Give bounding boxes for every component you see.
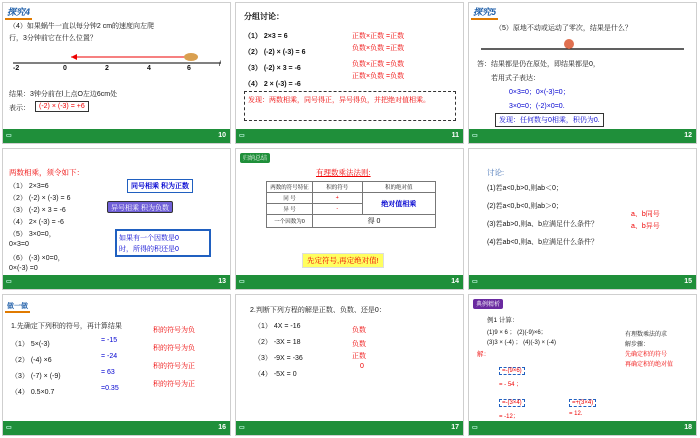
discovery-box: 发现：任何数与0相乘，积仍为0. xyxy=(495,113,604,127)
example-line-2: (3)3 × (-4) ； (4)(-3) × (-4) xyxy=(487,340,557,346)
row-3-answer: 正数 xyxy=(352,353,366,360)
slide-thumbnail-17[interactable] xyxy=(235,294,464,436)
row-3-expr: （3） (-7) × (-9) xyxy=(11,373,61,380)
slide-tag: 归纳总结 xyxy=(240,153,270,163)
row-4-expr: （4） -5X = 0 xyxy=(254,371,297,378)
row-6: 0×3=0 xyxy=(9,241,29,248)
header-product-sign: 积的符号 xyxy=(313,182,363,193)
answer-diff: a、b异号 xyxy=(631,223,660,230)
side-note-2: 解步骤： xyxy=(625,342,650,348)
row-2-answer: 负数 xyxy=(352,341,366,348)
row-4-right: 正数×负数 =负数 xyxy=(352,73,405,80)
axis-label-l: l xyxy=(219,61,221,68)
side-note-3: 先确定积的符号 xyxy=(625,352,668,358)
row-4-expr: （4） 0.5×0.7 xyxy=(11,389,55,396)
answer-text: 结果：3钟分前在l上点O左边6cm处 xyxy=(9,91,118,98)
slide-footer xyxy=(3,421,230,435)
rule-summary: 先定符号,再定绝对值! xyxy=(302,253,384,268)
slide-number: 14 xyxy=(451,278,459,285)
slide-thumbnail-14[interactable] xyxy=(235,148,464,290)
formula-box: (-2) × (-3) = +6 xyxy=(35,101,89,112)
slide-icon: ▭ xyxy=(472,425,478,431)
side-note-1: 有理数乘法的求 xyxy=(625,332,668,338)
row-1-right: 正数×正数 =正数 xyxy=(352,33,405,40)
axis-label-6: 6 xyxy=(187,65,191,72)
axis-label-2: 2 xyxy=(105,65,109,72)
row-3: (3)若ab>0,则a、b应满足什么条件？ xyxy=(487,221,599,228)
row-2: (2)若a<0,b<0,则ab＞0； xyxy=(487,203,563,210)
expression-label: 表示： xyxy=(9,105,30,112)
row-2: （2） (-2) × (-3) = 6 xyxy=(9,195,71,202)
slide-thumbnail-11[interactable] xyxy=(235,2,464,144)
row-4-left: （4） 2 × (-3) = -6 xyxy=(244,81,301,88)
slide-number: 16 xyxy=(218,424,226,431)
slide-footer xyxy=(469,275,696,289)
row-1-answer: 负数 xyxy=(352,327,366,334)
slide-title: 两数相乘，须令如下： xyxy=(9,168,84,177)
slide-number: 18 xyxy=(684,424,692,431)
slide-title: 1.先确定下列积的符号，再计算结果 xyxy=(11,323,122,330)
axis-label-0: 0 xyxy=(63,65,67,72)
slide-footer xyxy=(236,275,463,289)
row-3-left: （3） (-2) × 3 = -6 xyxy=(244,65,301,72)
slide-thumbnail-12[interactable] xyxy=(468,2,697,144)
slide-icon: ▭ xyxy=(6,425,12,431)
slide-number: 17 xyxy=(451,424,459,431)
row-3-expr: （3） -9X = -36 xyxy=(254,355,303,362)
discovery-box: 发现：两数相乘，同号得正，异号得负，并把绝对值相乘。 xyxy=(244,91,456,121)
slide-title: 2.判断下列方程的解是正数、负数、还是0： xyxy=(250,307,386,314)
answer-same: a、b同号 xyxy=(631,211,660,218)
step-5: =+(3×4) xyxy=(569,399,596,407)
step-1: =-(9×6) xyxy=(499,367,525,375)
number-line-diagram xyxy=(479,35,689,55)
row-1: （1） 2×3=6 xyxy=(9,183,49,190)
header-abs: 积的绝对值 xyxy=(362,182,435,193)
row-same: 同 号 xyxy=(267,193,313,204)
row-1: (1)若a<0,b>0,则ab＜0； xyxy=(487,185,563,192)
slide-tag: 典例精析 xyxy=(473,299,503,309)
axis-label-neg2: -2 xyxy=(13,65,20,72)
step-4: = -12； xyxy=(499,414,519,420)
diff-sign-box: 异号相乘 积为负数 xyxy=(107,201,173,213)
row-2-right: 负数×负数 =正数 xyxy=(352,45,405,52)
row-3: （3） (-2) × 3 = -6 xyxy=(9,207,66,214)
row-1-expr: （1） 4X = -16 xyxy=(254,323,301,330)
slide-tag: 探究4 xyxy=(5,5,32,20)
step-6: = 12. xyxy=(569,411,583,417)
slide-thumbnail-18[interactable] xyxy=(468,294,697,436)
row-3-result: = 63 xyxy=(101,369,115,376)
step-2: = - 54 ； xyxy=(499,382,523,388)
slide-tag: 做一做 xyxy=(5,301,30,313)
row-7: （6） (-3) ×0=0， xyxy=(9,255,65,262)
row-2-left: （2） (-2) × (-3) = 6 xyxy=(244,49,306,56)
question-line-1: （4）如果蜗牛一直以每分钟2 cm的速度向左爬 xyxy=(9,23,155,30)
answer-line-1: 答：结果都是仍在原处，即结果都是0， xyxy=(477,61,600,68)
slide-number: 10 xyxy=(218,132,226,139)
row-5: （5） 3×0=0， xyxy=(9,231,56,238)
row-3-right: 负数×正数 =负数 xyxy=(352,61,405,68)
slide-icon: ▭ xyxy=(239,279,245,285)
row-1-left: （1） 2×3 = 6 xyxy=(244,33,288,40)
slide-footer xyxy=(469,129,696,143)
slide-thumbnail-15[interactable] xyxy=(468,148,697,290)
answer-line-2: 若用式子表达： xyxy=(491,75,540,82)
row-1-result: = -15 xyxy=(101,337,118,344)
row-zero: 一个因数为0 xyxy=(267,215,313,228)
abs-multiply: 绝对值相乘 xyxy=(362,193,435,215)
zero-factor-box xyxy=(115,229,211,257)
slide-thumbnail-16[interactable] xyxy=(2,294,231,436)
row-2-result: = -24 xyxy=(101,353,118,360)
slide-number: 12 xyxy=(684,132,692,139)
row-2-expr: （2） (-4) ×6 xyxy=(11,357,52,364)
row-4-answer: 0 xyxy=(360,363,364,370)
slide-icon: ▭ xyxy=(239,133,245,139)
slide-title: 分组讨论： xyxy=(244,12,284,21)
question-line-2: 行，3分钟前它在什么位置？ xyxy=(9,35,97,42)
side-note-4: 再确定积的绝对值 xyxy=(625,362,674,368)
slide-thumbnail-10[interactable] xyxy=(2,2,231,144)
value-zero: 得 0 xyxy=(313,215,436,228)
same-sign-box: 同号相乘 积为正数 xyxy=(127,179,193,193)
row-2-expr: （2） -3X = 18 xyxy=(254,339,301,346)
slide-footer xyxy=(469,421,696,435)
slide-footer xyxy=(3,129,230,143)
header-sign-feature: 两数的符号特征 xyxy=(267,182,313,193)
row-1-expr: （1） 5×(-3) xyxy=(11,341,50,348)
row-4: （4） 2× (-3) = -6 xyxy=(9,219,64,226)
slide-icon: ▭ xyxy=(472,133,478,139)
number-line-diagram xyxy=(11,45,226,77)
slide-title: 讨论: xyxy=(487,168,505,177)
slide-footer xyxy=(236,129,463,143)
value-diff: - xyxy=(313,204,363,215)
slide-icon: ▭ xyxy=(239,425,245,431)
solution-label: 解： xyxy=(477,351,490,358)
slide-icon: ▭ xyxy=(6,279,12,285)
row-4-sign: 积的符号为正 xyxy=(153,381,195,388)
slide-tag: 探究5 xyxy=(471,5,498,20)
rule-title: 有理数乘法法则: xyxy=(316,168,371,177)
rule-table xyxy=(266,181,436,228)
value-same: + xyxy=(313,193,363,204)
equation-line-1: 0×3=0；0×(-3)=0； xyxy=(509,89,570,96)
row-2-sign: 积的符号为负 xyxy=(153,345,195,352)
row-diff: 异 号 xyxy=(267,204,313,215)
slide-number: 15 xyxy=(684,278,692,285)
slide-icon: ▭ xyxy=(6,133,12,139)
question-text: （5）原地不动或运动了零次，结果是什么？ xyxy=(495,25,632,32)
row-3-sign: 积的符号为正 xyxy=(153,363,195,370)
slide-number: 11 xyxy=(451,132,459,139)
row-4: (4)若ab<0,则a、b应满足什么条件？ xyxy=(487,239,599,246)
slide-thumbnail-13[interactable] xyxy=(2,148,231,290)
row-4-result: =0.35 xyxy=(101,385,119,392)
row-8: 0×(-3) =0 xyxy=(9,265,38,272)
example-line-1: (1)9 × 6 ； (2)(-9)×6； xyxy=(487,330,547,336)
slide-footer xyxy=(3,275,230,289)
axis-label-4: 4 xyxy=(147,65,151,72)
equation-line-2: 3×0=0；(-2)×0=0. xyxy=(509,103,565,110)
slide-number: 13 xyxy=(218,278,226,285)
zero-factor-line-2: 时，所得的积还是0 xyxy=(119,246,179,253)
slide-icon: ▭ xyxy=(472,279,478,285)
slide-footer xyxy=(236,421,463,435)
row-1-sign: 积的符号为负 xyxy=(153,327,195,334)
step-3: =-(3×4) xyxy=(499,399,525,407)
zero-factor-line-1: 如果有一个因数是0 xyxy=(119,235,179,242)
slide-title: 例1 计算： xyxy=(487,317,519,324)
